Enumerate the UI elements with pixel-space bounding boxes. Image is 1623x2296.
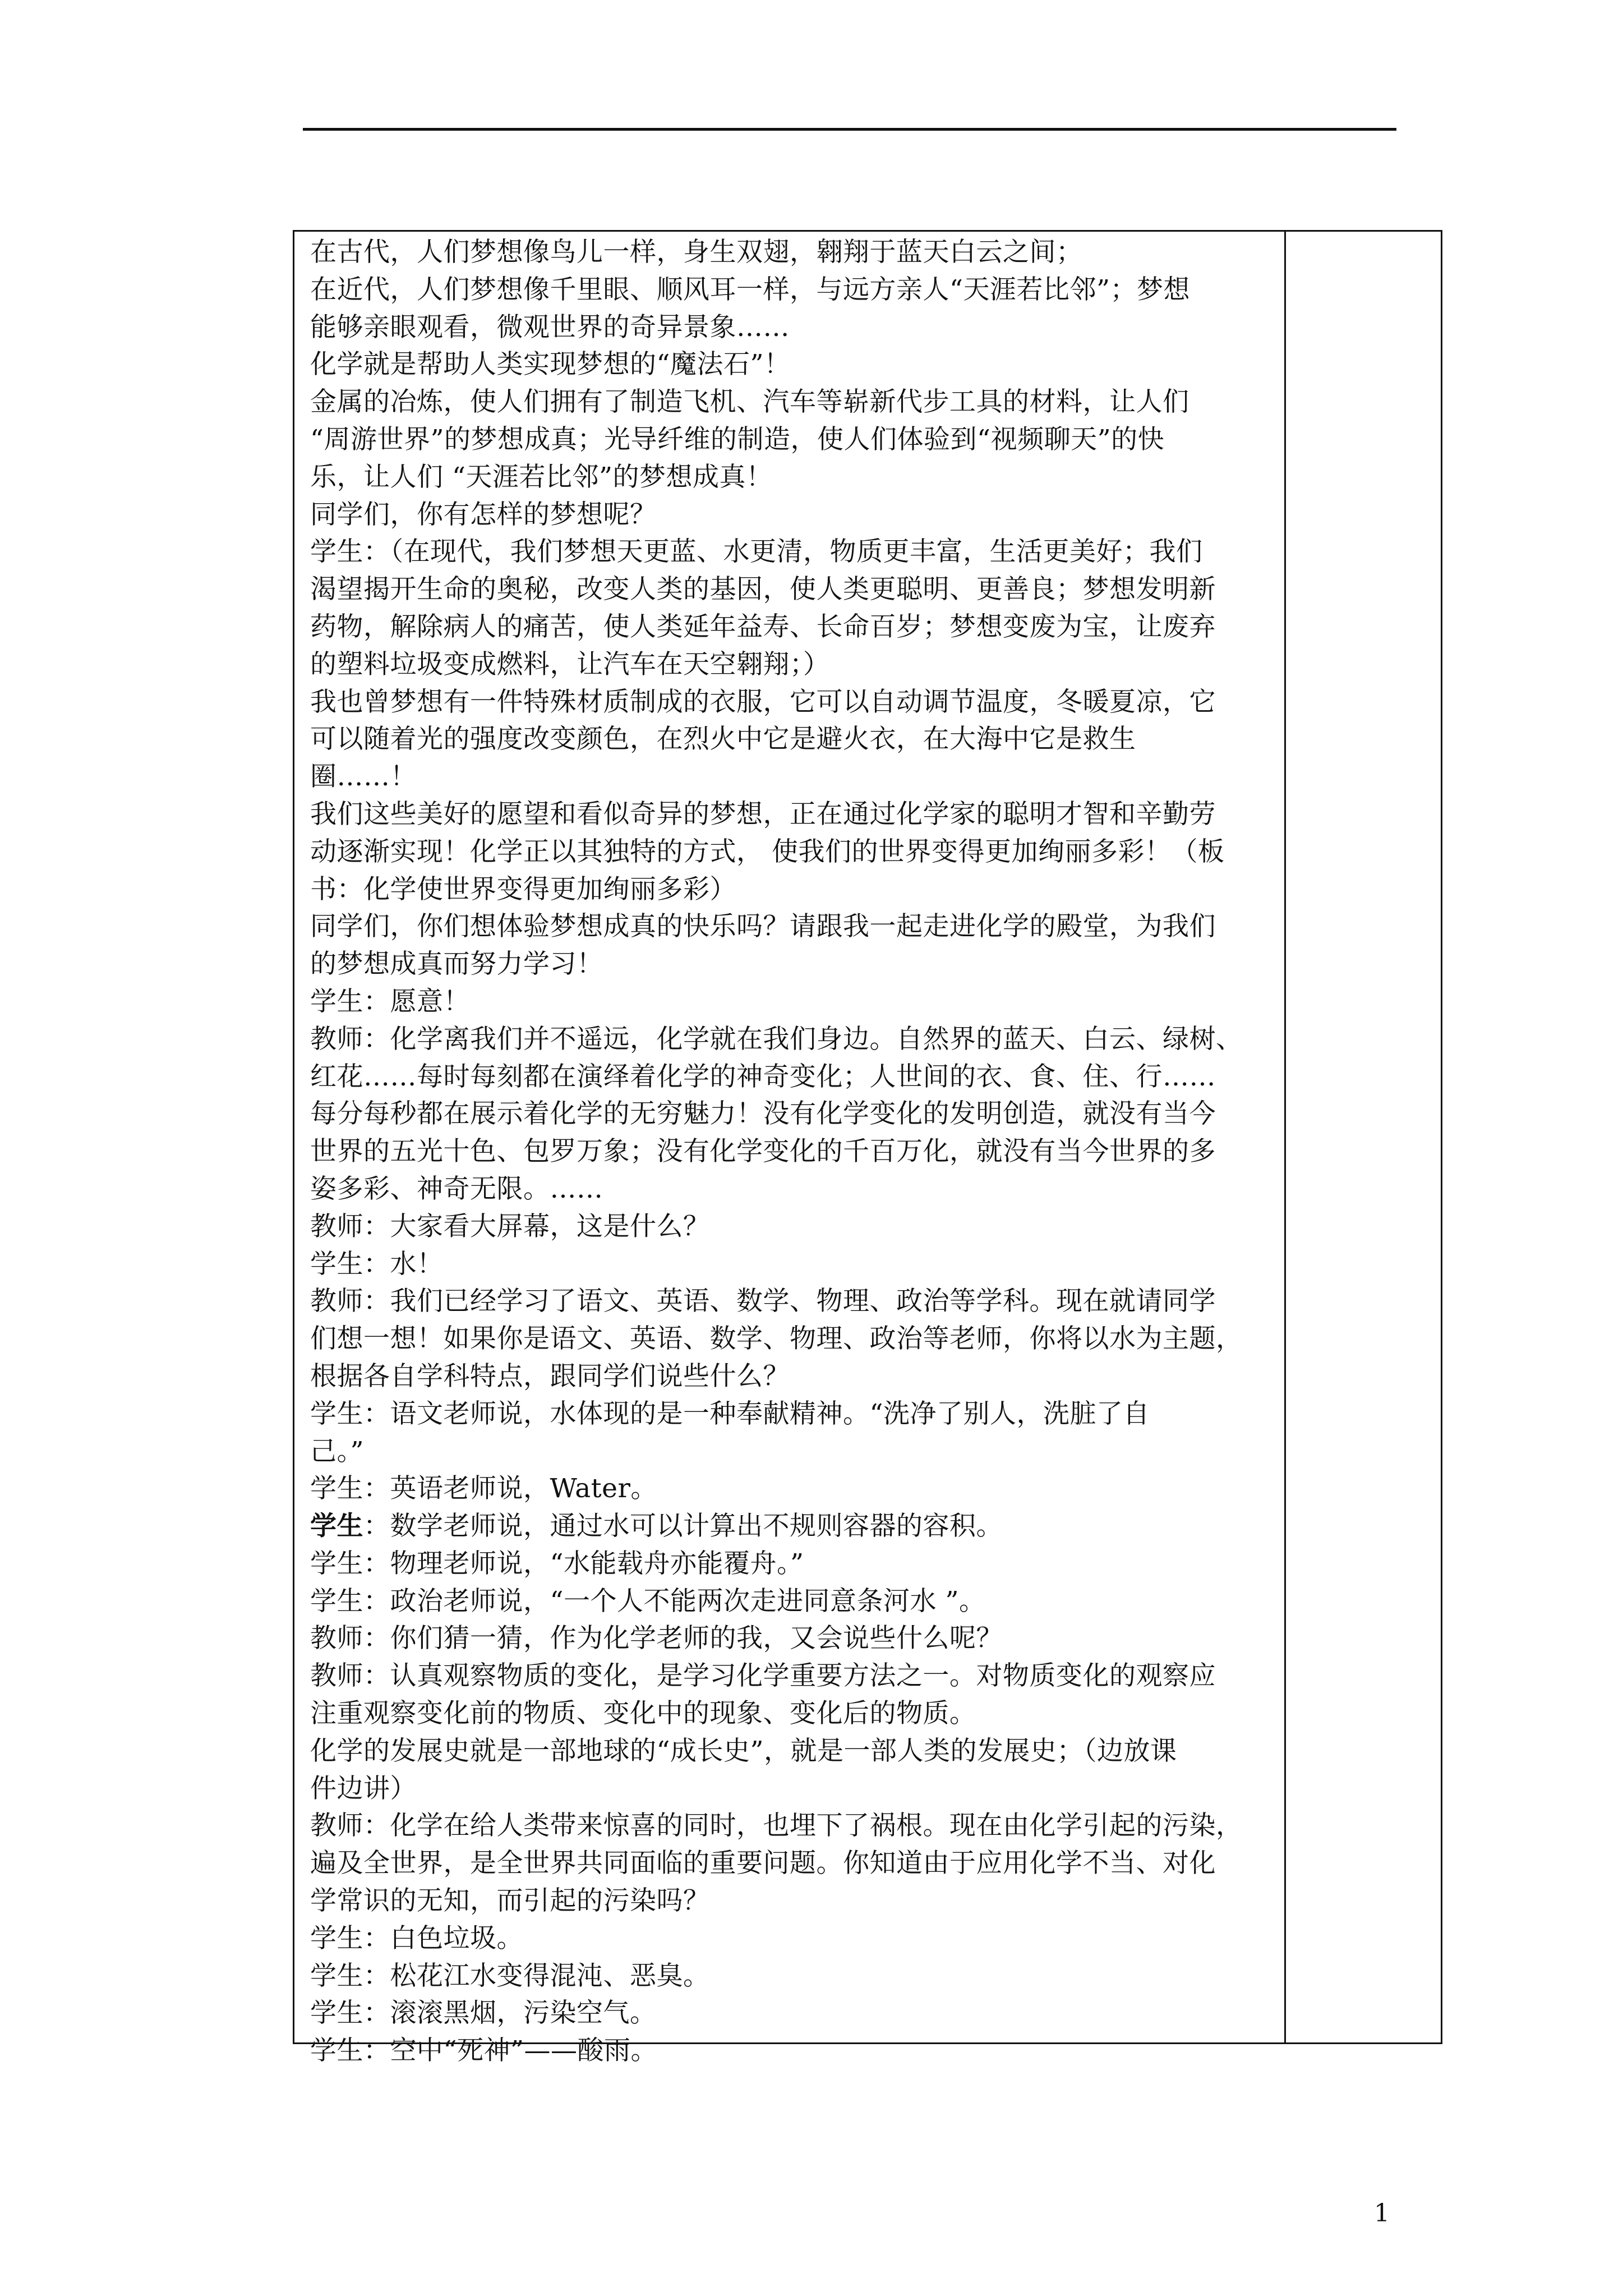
text-line: 的梦想成真而努力学习！ [310, 949, 603, 980]
text-line: 在近代，人们梦想像千里眼、顺风耳一样，与远方亲人“天涯若比邻”；梦想 [310, 274, 1191, 305]
text-line: 教师：你们猜一猜，作为化学老师的我，又会说些什么呢？ [310, 1623, 1003, 1654]
text-line: 学生：政治老师说，“一个人不能两次走进同意条河水 ”。 [310, 1585, 986, 1617]
text-line: 注重观察变化前的物质、变化中的现象、变化后的物质。 [310, 1698, 976, 1729]
text-line: 学生：空中“死神”——酸雨。 [310, 2035, 658, 2067]
text-line: 教师：认真观察物质的变化，是学习化学重要方法之一。对物质变化的观察应 [310, 1660, 1216, 1692]
lesson-content-cell [310, 234, 1275, 2070]
text-line: 同学们，你们想体验梦想成真的快乐吗？请跟我一起走进化学的殿堂，为我们 [310, 911, 1216, 942]
text-line: 学常识的无知，而引起的污染吗？ [310, 1885, 710, 1917]
text-line: 金属的冶炼，使人们拥有了制造飞机、汽车等崭新代步工具的材料，让人们 [310, 386, 1189, 418]
text-line: 学生：语文老师说，水体现的是一种奉献精神。“洗净了别人，洗脏了自 [310, 1398, 1150, 1429]
text-line: 根据各自学科特点，跟同学们说些什么？ [310, 1360, 790, 1392]
text-line: “周游世界”的梦想成真；光导纤维的制造，使人们体验到“视频聊天”的快 [310, 424, 1165, 455]
text-line: 学生：水！ [310, 1248, 444, 1280]
text-line: 化学就是帮助人类实现梦想的“魔法石”！ [310, 349, 791, 380]
text-line: 圈……！ [310, 761, 417, 793]
text-line: 学生：物理老师说，“水能载舟亦能覆舟。” [310, 1548, 804, 1579]
text-line: 学生：（在现代，我们梦想天更蓝、水更清，物质更丰富，生活更美好；我们 [310, 536, 1203, 568]
text-line: 能够亲眼观看，微观世界的奇异景象…… [310, 311, 790, 343]
text-line: 同学们，你有怎样的梦想呢？ [310, 499, 657, 530]
text-line: 教师：我们已经学习了语文、英语、数学、物理、政治等学科。现在就请同学 [310, 1286, 1216, 1317]
text-line: 教师：化学在给人类带来惊喜的同时，也埋下了祸根。现在由化学引起的污染， [310, 1810, 1243, 1842]
text-line: 每分每秒都在展示着化学的无穷魅力！没有化学变化的发明创造，就没有当今 [310, 1098, 1216, 1130]
text-line: 红花……每时每刻都在演绎着化学的神奇变化；人世间的衣、食、住、行…… [310, 1061, 1216, 1092]
text-line: 教师：化学离我们并不遥远，化学就在我们身边。自然界的蓝天、白云、绿树、 [310, 1023, 1243, 1055]
page-number: 1 [1374, 2199, 1390, 2228]
text-line: 学生：白色垃圾。 [310, 1922, 523, 1954]
text-line: 学生：松花江水变得混沌、恶臭。 [310, 1960, 710, 1991]
text-line: 教师：大家看大屏幕，这是什么？ [310, 1211, 710, 1242]
text-line: 化学的发展史就是一部地球的“成长史”，就是一部人类的发展史；（边放课 [310, 1735, 1177, 1766]
text-line: 们想一想！如果你是语文、英语、数学、物理、政治等老师，你将以水为主题， [310, 1323, 1243, 1355]
text-line: 渴望揭开生命的奥秘，改变人类的基因，使人类更聪明、更善良；梦想发明新 [310, 574, 1216, 605]
text-line: 书：化学使世界变得更加绚丽多彩） [310, 873, 736, 905]
text-line: 我们这些美好的愿望和看似奇异的梦想，正在通过化学家的聪明才智和辛勤劳 [310, 798, 1216, 830]
text-line: 动逐渐实现！化学正以其独特的方式， 使我们的世界变得更加绚丽多彩！（板 [310, 836, 1225, 867]
text-line: 我也曾梦想有一件特殊材质制成的衣服，它可以自动调节温度，冬暖夏凉，它 [310, 686, 1216, 717]
text-line: 件边讲） [310, 1773, 417, 1804]
lesson-table [293, 230, 1442, 2067]
text-line: 乐，让人们 “天涯若比邻”的梦想成真！ [310, 461, 773, 493]
notes-cell [1286, 232, 1441, 2042]
text-line: 姿多彩、神奇无限。…… [310, 1173, 603, 1204]
header-rule [303, 128, 1396, 131]
text-line: 学生：滚滚黑烟，污染空气。 [310, 1998, 657, 2029]
text-line: 的塑料垃圾变成燃料，让汽车在天空翱翔；） [310, 648, 830, 680]
text-line: 可以随着光的强度改变颜色，在烈火中它是避火衣，在大海中它是救生 [310, 724, 1136, 755]
text-line: 学生：愿意！ [310, 986, 470, 1017]
text-line: 遍及全世界，是全世界共同面临的重要问题。你知道由于应用化学不当、对化 [310, 1848, 1216, 1879]
text-line: 在古代，人们梦想像鸟儿一样，身生双翅，翱翔于蓝天白云之间； [310, 237, 1083, 268]
text-line: 己。” [310, 1435, 365, 1467]
text-line: 世界的五光十色、包罗万象；没有化学变化的千百万化，就没有当今世界的多 [310, 1136, 1216, 1167]
text-line-bold-prefix: 学生：数学老师说，通过水可以计算出不规则容器的容积。 [310, 1511, 1003, 1542]
text-line: 药物，解除病人的痛苦，使人类延年益寿、长命百岁；梦想变废为宝，让废弃 [310, 611, 1216, 642]
speaker-label: 学生 [310, 1511, 363, 1542]
text-line: 学生：英语老师说，Water。 [310, 1473, 657, 1504]
